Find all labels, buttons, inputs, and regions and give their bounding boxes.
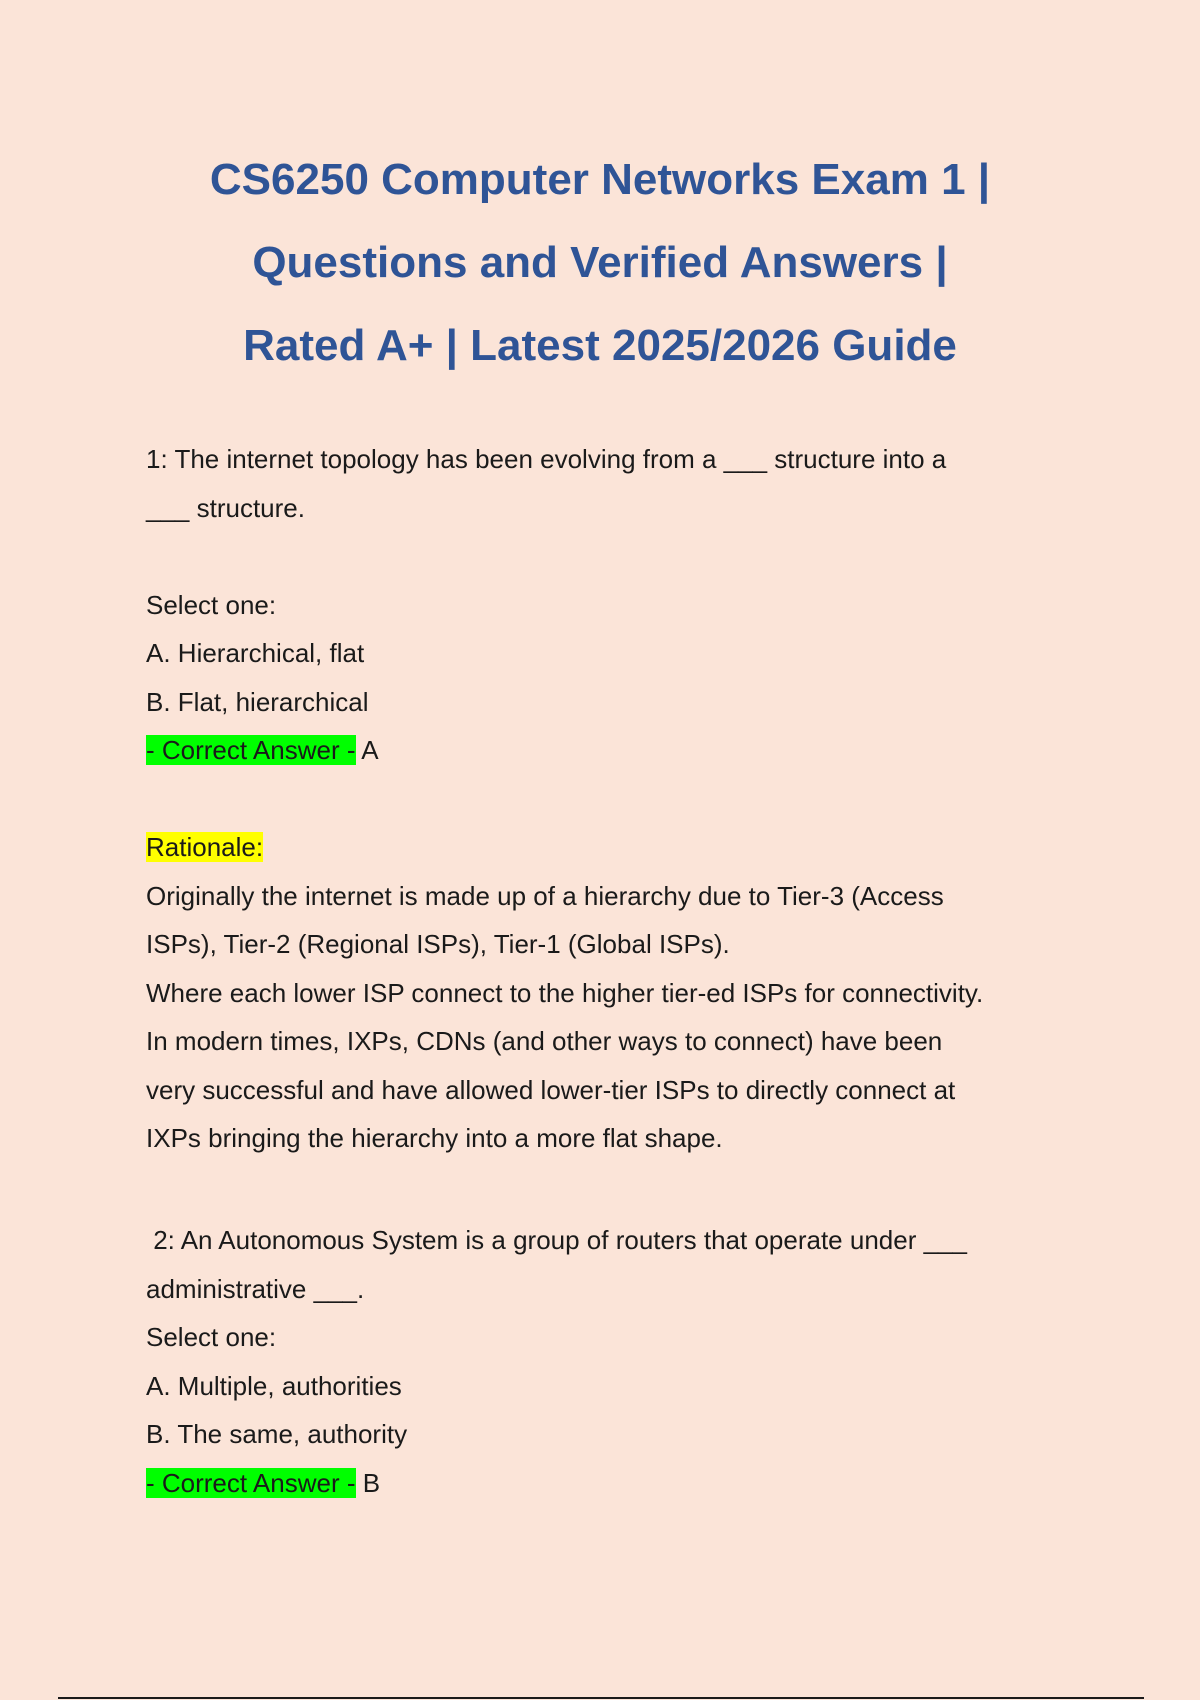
- question-1-option-b: B. Flat, hierarchical: [146, 686, 369, 717]
- rationale-line-4: In modern times, IXPs, CDNs (and other ways to connect) have been: [146, 1026, 943, 1056]
- rationale-line-2: ISPs), Tier-2 (Regional ISPs), Tier-1 (Global ISPs).: [146, 929, 730, 959]
- title-line-2: Questions and Verified Answers |: [252, 238, 948, 287]
- rationale-heading: [146, 823, 1076, 872]
- spacer: [146, 775, 1076, 824]
- correct-answer-value: B: [355, 1467, 381, 1498]
- question-2-option-b: B. The same, authority: [146, 1419, 408, 1449]
- correct-answer-label: - Correct Answer -: [146, 735, 356, 765]
- document-title: [100, 138, 1100, 387]
- rationale-line-5: very successful and have allowed lower-tier ISPs to directly connect at: [146, 1074, 956, 1105]
- question-1-text-line-1: 1: The internet topology has been evolving from a ___ structure into a: [146, 444, 947, 474]
- question-2-correct-answer: [146, 1459, 1076, 1508]
- rationale-line-6: IXPs bringing the hierarchy into a more flat shape.: [146, 1123, 723, 1153]
- question-2-text-line-1: 2: An Autonomous System is a group of routers that operate under ___: [146, 1225, 967, 1255]
- question-1-select-label: Select one:: [146, 589, 277, 620]
- footer-divider: [58, 1697, 1144, 1699]
- question-1-correct-answer: [146, 726, 1076, 775]
- correct-answer-label: - Correct Answer -: [146, 1467, 356, 1498]
- question-2-select-label: Select one:: [146, 1322, 277, 1352]
- question-2-option-a: A. Multiple, authorities: [146, 1370, 402, 1401]
- title-line-3: Rated A+ | Latest 2025/2026 Guide: [243, 321, 957, 370]
- question-1-option-a: A. Hierarchical, flat: [146, 638, 365, 668]
- question-2-block: [146, 1216, 1076, 1507]
- title-line-1: CS6250 Computer Networks Exam 1 |: [209, 155, 991, 204]
- rationale-line-1: Originally the internet is made up of a hierarchy due to Tier-3 (Access: [146, 880, 944, 911]
- spacer: [146, 532, 1076, 581]
- correct-answer-value: A: [355, 735, 379, 765]
- rationale-label: Rationale:: [146, 832, 264, 862]
- rationale-line-3: Where each lower ISP connect to the higher tier-ed ISPs for connectivity.: [146, 977, 984, 1008]
- question-1-block: [146, 435, 1076, 1163]
- question-1-text-line-2: ___ structure.: [146, 492, 305, 523]
- question-2-text-line-2: administrative ___.: [146, 1273, 365, 1304]
